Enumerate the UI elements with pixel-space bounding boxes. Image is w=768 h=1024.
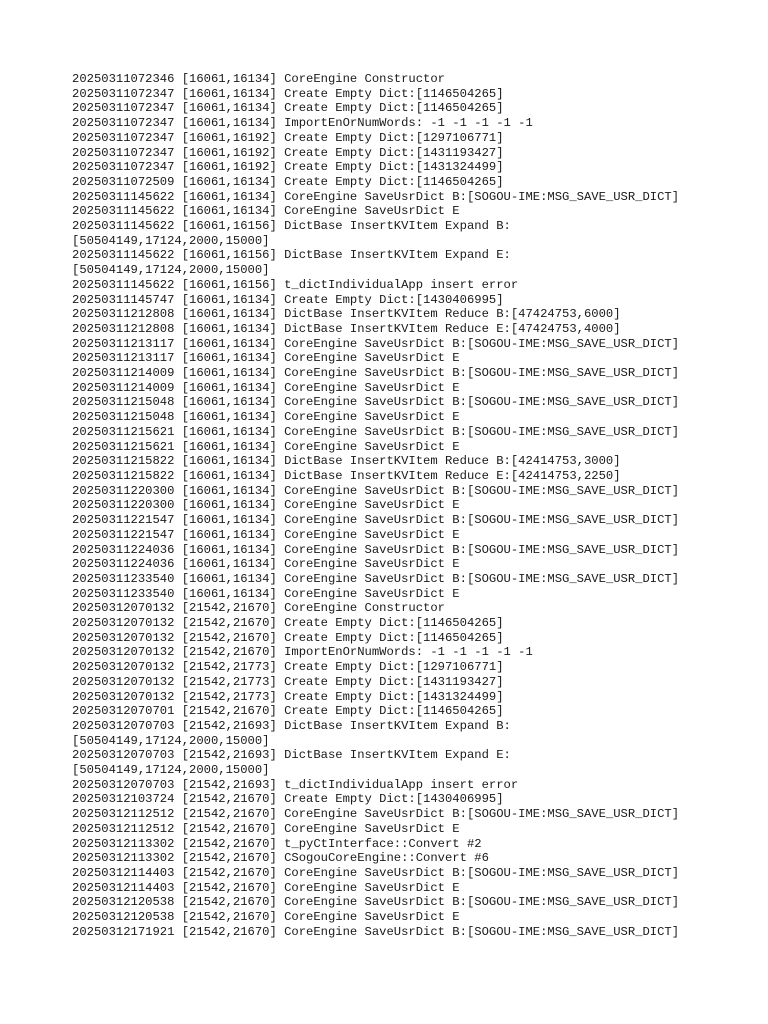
log-line: 20250311145747 [16061,16134] Create Empty Dict:[1430406995] bbox=[72, 292, 504, 307]
log-line: 20250312070132 [21542,21773] Create Empty Dict:[1431193427] bbox=[72, 674, 504, 689]
log-line: 20250311213117 [16061,16134] CoreEngine SaveUsrDict E bbox=[72, 351, 460, 366]
log-line: 20250312112512 [21542,21670] CoreEngine SaveUsrDict E bbox=[72, 821, 460, 836]
log-page bbox=[72, 72, 752, 939]
log-line: [50504149,17124,2000,15000] bbox=[72, 733, 270, 748]
log-line: 20250312171921 [21542,21670] CoreEngine SaveUsrDict B:[SOGOU-IME:MSG_SAVE_USR_DICT] bbox=[72, 924, 680, 939]
log-line: 20250312070701 [21542,21670] Create Empty Dict:[1146504265] bbox=[72, 704, 504, 719]
log-line: 20250311224036 [16061,16134] CoreEngine SaveUsrDict E bbox=[72, 557, 460, 572]
log-line: 20250311233540 [16061,16134] CoreEngine SaveUsrDict B:[SOGOU-IME:MSG_SAVE_USR_DICT] bbox=[72, 571, 680, 586]
log-line: 20250311224036 [16061,16134] CoreEngine SaveUsrDict B:[SOGOU-IME:MSG_SAVE_USR_DICT] bbox=[72, 542, 680, 557]
log-line: [50504149,17124,2000,15000] bbox=[72, 763, 270, 778]
log-line: 20250312070132 [21542,21773] Create Empty Dict:[1297106771] bbox=[72, 660, 504, 675]
log-line: 20250312070132 [21542,21670] Create Empty Dict:[1146504265] bbox=[72, 616, 504, 631]
log-line: 20250311072347 [16061,16192] Create Empty Dict:[1431193427] bbox=[72, 145, 504, 160]
log-line: 20250311221547 [16061,16134] CoreEngine SaveUsrDict B:[SOGOU-IME:MSG_SAVE_USR_DICT] bbox=[72, 513, 680, 528]
log-line: 20250312103724 [21542,21670] Create Empty Dict:[1430406995] bbox=[72, 792, 504, 807]
log-line: 20250312070132 [21542,21670] ImportEnOrNumWords: -1 -1 -1 -1 -1 bbox=[72, 645, 533, 660]
log-line: 20250312070132 [21542,21773] Create Empty Dict:[1431324499] bbox=[72, 689, 504, 704]
log-line: 20250311214009 [16061,16134] CoreEngine SaveUsrDict E bbox=[72, 380, 460, 395]
log-line: 20250311072346 [16061,16134] CoreEngine Constructor bbox=[72, 72, 445, 86]
log-line: 20250312113302 [21542,21670] CSogouCoreEngine::Convert #6 bbox=[72, 851, 489, 866]
log-line: 20250311072347 [16061,16192] Create Empty Dict:[1431324499] bbox=[72, 160, 504, 175]
log-line: 20250312113302 [21542,21670] t_pyCtInterface::Convert #2 bbox=[72, 836, 482, 851]
log-line: 20250312070132 [21542,21670] CoreEngine Constructor bbox=[72, 601, 445, 616]
log-line: 20250311215822 [16061,16134] DictBase InsertKVItem Reduce E:[42414753,2250] bbox=[72, 468, 621, 483]
log-line: 20250311215621 [16061,16134] CoreEngine SaveUsrDict B:[SOGOU-IME:MSG_SAVE_USR_DICT] bbox=[72, 424, 680, 439]
log-line: 20250312070703 [21542,21693] DictBase InsertKVItem Expand B: bbox=[72, 718, 511, 733]
log-text-block bbox=[72, 72, 752, 939]
log-line: 20250311072347 [16061,16192] Create Empty Dict:[1297106771] bbox=[72, 130, 504, 145]
log-line: 20250312120538 [21542,21670] CoreEngine SaveUsrDict B:[SOGOU-IME:MSG_SAVE_USR_DICT] bbox=[72, 895, 680, 910]
log-line: 20250312120538 [21542,21670] CoreEngine SaveUsrDict E bbox=[72, 910, 460, 925]
log-line: 20250311072347 [16061,16134] Create Empty Dict:[1146504265] bbox=[72, 86, 504, 101]
log-line: 20250312114403 [21542,21670] CoreEngine SaveUsrDict E bbox=[72, 880, 460, 895]
log-line: 20250311072347 [16061,16134] Create Empty Dict:[1146504265] bbox=[72, 101, 504, 116]
log-line: 20250311213117 [16061,16134] CoreEngine SaveUsrDict B:[SOGOU-IME:MSG_SAVE_USR_DICT] bbox=[72, 336, 680, 351]
log-line: 20250311233540 [16061,16134] CoreEngine SaveUsrDict E bbox=[72, 586, 460, 601]
log-line: 20250312112512 [21542,21670] CoreEngine SaveUsrDict B:[SOGOU-IME:MSG_SAVE_USR_DICT] bbox=[72, 807, 680, 822]
log-line: 20250311072347 [16061,16134] ImportEnOrNumWords: -1 -1 -1 -1 -1 bbox=[72, 116, 533, 131]
log-line: 20250312070703 [21542,21693] DictBase InsertKVItem Expand E: bbox=[72, 748, 511, 763]
log-line: [50504149,17124,2000,15000] bbox=[72, 263, 270, 278]
log-line: 20250311215048 [16061,16134] CoreEngine SaveUsrDict B:[SOGOU-IME:MSG_SAVE_USR_DICT] bbox=[72, 395, 680, 410]
log-line: 20250312114403 [21542,21670] CoreEngine SaveUsrDict B:[SOGOU-IME:MSG_SAVE_USR_DICT] bbox=[72, 865, 680, 880]
log-line: 20250311220300 [16061,16134] CoreEngine SaveUsrDict E bbox=[72, 498, 460, 513]
log-line: 20250311215048 [16061,16134] CoreEngine SaveUsrDict E bbox=[72, 410, 460, 425]
log-line: 20250311212808 [16061,16134] DictBase InsertKVItem Reduce B:[47424753,6000] bbox=[72, 307, 621, 322]
log-line: 20250311214009 [16061,16134] CoreEngine SaveUsrDict B:[SOGOU-IME:MSG_SAVE_USR_DICT] bbox=[72, 366, 680, 381]
log-line: 20250311072509 [16061,16134] Create Empty Dict:[1146504265] bbox=[72, 174, 504, 189]
log-line: 20250311215822 [16061,16134] DictBase InsertKVItem Reduce B:[42414753,3000] bbox=[72, 454, 621, 469]
log-line: 20250311212808 [16061,16134] DictBase InsertKVItem Reduce E:[47424753,4000] bbox=[72, 321, 621, 336]
log-line: 20250312070132 [21542,21670] Create Empty Dict:[1146504265] bbox=[72, 630, 504, 645]
log-line: 20250311145622 [16061,16156] DictBase InsertKVItem Expand B: bbox=[72, 219, 511, 234]
log-line: 20250312070703 [21542,21693] t_dictIndividualApp insert error bbox=[72, 777, 519, 792]
log-line: 20250311145622 [16061,16156] DictBase InsertKVItem Expand E: bbox=[72, 248, 511, 263]
log-line: 20250311145622 [16061,16156] t_dictIndividualApp insert error bbox=[72, 277, 519, 292]
log-line: 20250311220300 [16061,16134] CoreEngine SaveUsrDict B:[SOGOU-IME:MSG_SAVE_USR_DICT] bbox=[72, 483, 680, 498]
log-line: 20250311145622 [16061,16134] CoreEngine SaveUsrDict B:[SOGOU-IME:MSG_SAVE_USR_DICT] bbox=[72, 189, 680, 204]
log-line: [50504149,17124,2000,15000] bbox=[72, 233, 270, 248]
log-line: 20250311215621 [16061,16134] CoreEngine SaveUsrDict E bbox=[72, 439, 460, 454]
log-line: 20250311221547 [16061,16134] CoreEngine SaveUsrDict E bbox=[72, 527, 460, 542]
log-line: 20250311145622 [16061,16134] CoreEngine SaveUsrDict E bbox=[72, 204, 460, 219]
